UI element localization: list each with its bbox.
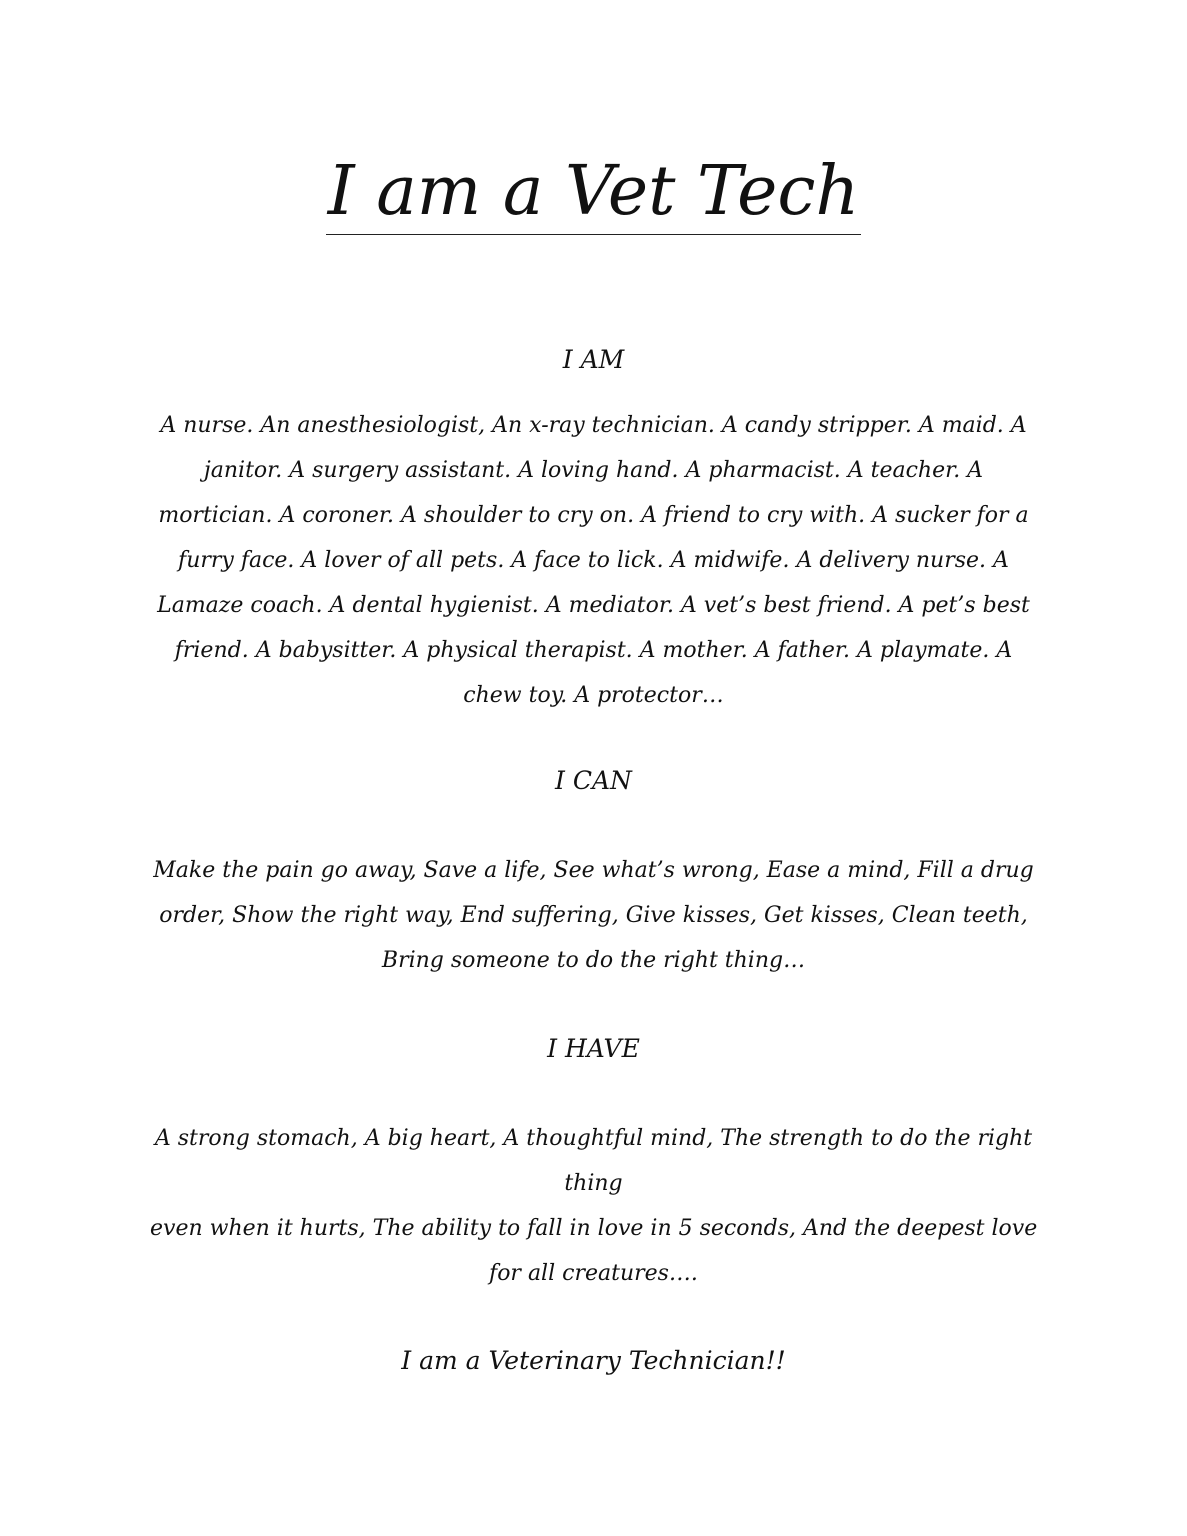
body-line: furry face. A lover of all pets. A face to lick. A midwife. A delivery nurse. A: [178, 548, 1009, 573]
body-line: order, Show the right way, End suffering, Give kisses, Get kisses, Clean teeth,: [159, 903, 1028, 928]
body-line: mortician. A coroner. A shoulder to cry on. A friend to cry with. A sucker for a: [158, 503, 1029, 528]
body-line: for all creatures….: [489, 1261, 698, 1286]
closing-line: I am a Veterinary Technician!!: [401, 1346, 786, 1375]
body-line: A nurse. An anesthesiologist, An x-ray technician. A candy stripper. A maid. A: [160, 413, 1027, 438]
title-block: [0, 150, 1187, 235]
section-heading-i-have: I HAVE: [547, 1034, 640, 1063]
body-line: Make the pain go away, Save a life, See what’s wrong, Ease a mind, Fill a drug: [153, 858, 1034, 883]
section-heading-i-am: I AM: [562, 345, 625, 374]
section-body-i-have: [150, 1116, 1037, 1296]
body-line: thing: [564, 1171, 623, 1196]
section-heading-i-can: I CAN: [555, 766, 632, 795]
body-line: even when it hurts, The ability to fall in love in 5 seconds, And the deepest love: [150, 1216, 1038, 1241]
body-line: Lamaze coach. A dental hygienist. A mediator. A vet’s best friend. A pet’s best: [157, 593, 1030, 618]
body-line: friend. A babysitter. A physical therapist. A mother. A father. A playmate. A: [174, 638, 1013, 663]
section-body-i-can: [150, 848, 1037, 983]
body-line: janitor. A surgery assistant. A loving hand. A pharmacist. A teacher. A: [203, 458, 984, 483]
document-title: I am a Vet Tech: [326, 150, 862, 235]
section-body-i-am: [150, 403, 1037, 718]
body-line: chew toy. A protector…: [463, 683, 724, 708]
body-line: Bring someone to do the right thing…: [381, 948, 806, 973]
body-line: A strong stomach, A big heart, A thoughtful mind, The strength to do the right: [154, 1126, 1033, 1151]
